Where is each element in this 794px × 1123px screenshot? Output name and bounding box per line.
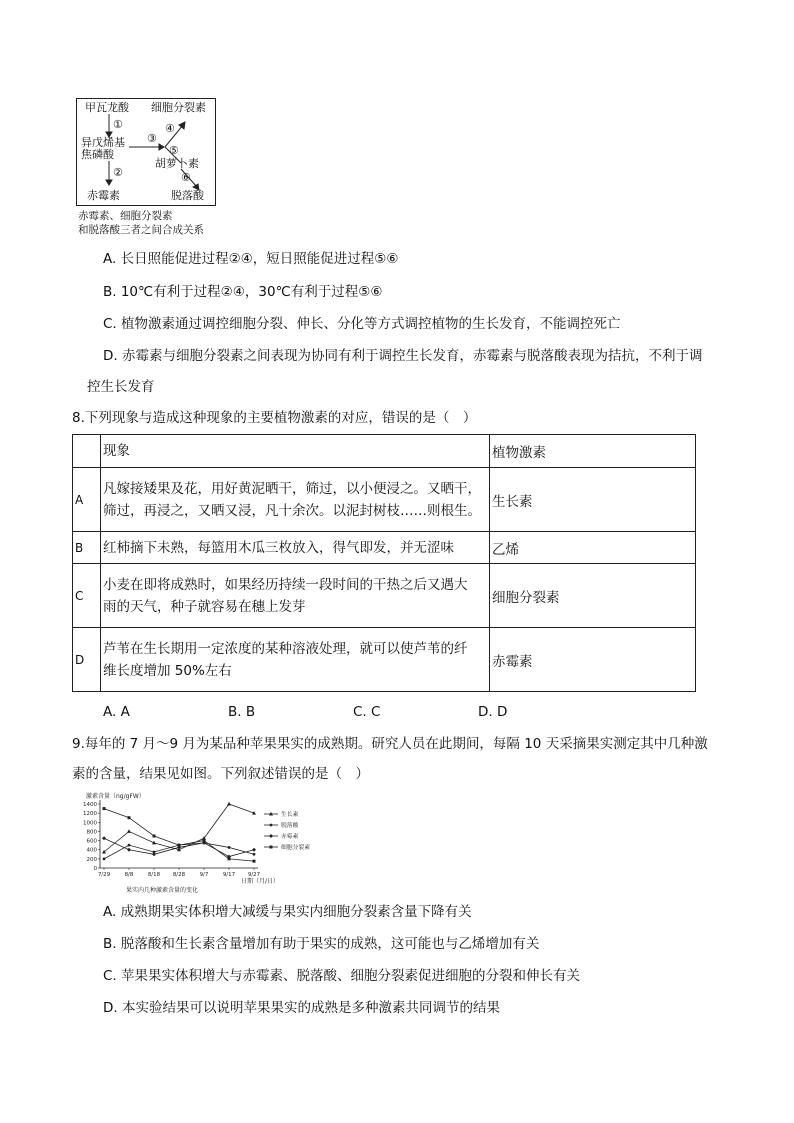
row-phenomenon: [101, 628, 490, 692]
legend-label: 脱落酸: [281, 823, 299, 829]
y-tick-label: 1000: [83, 820, 97, 827]
step-5-label: ⑤: [169, 144, 179, 157]
hormone-content-chart: [83, 788, 346, 898]
chart-y-axis-label: 激素含量（ng/gFW）: [86, 793, 145, 800]
y-tick-label: 200: [86, 856, 97, 863]
row-hormone: 生长素: [490, 468, 696, 532]
data-point: [203, 839, 206, 842]
hormone-synthesis-diagram: [76, 98, 216, 206]
q7-option-c: C. 植物激素通过调控细胞分裂、伸长、分化等方式调控植物的生长发育，不能调控死亡: [103, 316, 621, 332]
table-header-row: [73, 435, 696, 468]
phenomenon-line: 维长度增加 50%左右: [103, 662, 232, 679]
data-point: [153, 835, 156, 838]
data-point: [127, 848, 131, 852]
x-tick-label: 9/27: [247, 872, 261, 878]
q8-choice-c: C. C: [353, 704, 381, 720]
q9-option-c: C. 苹果果实体积增大与赤霉素、脱落酸、细胞分裂素促进细胞的分裂和伸长有关: [103, 968, 581, 984]
phenomenon-line: 芦苇在生长期用一定浓度的某种溶液处理，就可以使芦苇的纤: [103, 640, 468, 657]
y-tick-label: 600: [86, 838, 97, 845]
row-phenomenon: [101, 532, 490, 564]
phenomenon-line: 凡嫁接矮果及花，用好黄泥晒干，筛过，以小便浸之。又晒干，: [103, 480, 481, 497]
node-ipp: 异戊烯基: [81, 136, 125, 149]
data-point: [228, 846, 231, 849]
q7-option-a: A. 长日照能促进过程②④，短日照能促进过程⑤⑥: [103, 251, 399, 267]
x-tick-label: 7/29: [97, 872, 111, 878]
y-tick-label: 400: [86, 847, 97, 854]
step-6-label: ⑥: [181, 171, 191, 184]
q9-option-a: A. 成熟期果实体积增大减缓与果实内细胞分裂素含量下降有关: [103, 904, 472, 920]
phenomenon-line: 雨的天气，种子就容易在穗上发芽: [103, 598, 306, 615]
row-hormone: 细胞分裂素: [490, 564, 696, 628]
phenomenon-line: 筛过，再浸之，又晒又浸，凡十余次。以泥封树枝……则根生。: [103, 502, 481, 519]
data-point: [128, 816, 131, 819]
chart-caption: 果实内几种激素含量的变化: [126, 887, 199, 894]
table-row: [73, 628, 696, 692]
data-point: [128, 844, 131, 847]
step-1-label: ①: [113, 118, 123, 131]
q8-choice-d: D. D: [478, 704, 508, 720]
phenomenon-line: 小麦在即将成熟时，如果经历持续一段时间的干热之后又遇大: [103, 576, 468, 593]
step-3-label: ③: [147, 132, 157, 145]
q7-option-b: B. 10℃有利于过程②④，30℃有利于过程⑤⑥: [103, 284, 383, 300]
y-tick-label: 1400: [83, 802, 97, 808]
y-tick-label: 0: [93, 866, 97, 872]
step-4-label: ④: [165, 122, 175, 135]
node-ipp-2: 焦磷酸: [81, 148, 114, 161]
node-cytokinin: 细胞分裂素: [151, 101, 206, 114]
row-label: D: [73, 628, 101, 692]
table-header-cell: 植物激素: [490, 435, 696, 468]
data-point: [253, 853, 256, 856]
legend-label: 赤霉素: [281, 834, 299, 840]
chart-plot-area: [83, 800, 310, 878]
q9-option-b: B. 脱落酸和生长素含量增加有助于果实的成熟，这可能也与乙烯增加有关: [103, 936, 540, 952]
row-label: A: [73, 468, 101, 532]
legend-marker: [269, 834, 273, 838]
legend-marker: [270, 824, 273, 827]
x-tick-label: 9/7: [199, 872, 209, 878]
q8-choice-a: A. A: [103, 704, 130, 720]
x-tick-label: 8/28: [172, 872, 186, 878]
data-point: [227, 802, 231, 806]
q9-stem-line-2: 素的含量，结果见如图。下列叙述错误的是（ ）: [72, 766, 369, 782]
q8-choice-b: B. B: [228, 704, 256, 720]
data-point: [127, 829, 131, 833]
node-abscisic-acid: 脱落酸: [171, 189, 204, 202]
data-point: [252, 848, 256, 852]
data-point: [103, 807, 106, 810]
table-row: [73, 532, 696, 564]
row-label: C: [73, 564, 101, 628]
q8-stem: 8.下列现象与造成这种现象的主要植物激素的对应，错误的是（ ）: [72, 410, 477, 426]
x-tick-label: 8/18: [147, 872, 161, 878]
legend-label: 生长素: [281, 812, 299, 818]
node-mevalonic-acid: 甲瓦龙酸: [85, 101, 129, 114]
diagram-caption-line-2: 和脱落酸三者之间合成关系: [78, 224, 204, 236]
step-2-label: ②: [113, 166, 123, 179]
q7-option-d: D. 赤霉素与细胞分裂素之间表现为协同有利于调控生长发育，赤霉素与脱落酸表现为拮抗，不利于调: [103, 348, 703, 364]
chart-x-axis-label: 日期（月/日）: [241, 878, 280, 885]
row-phenomenon: [101, 564, 490, 628]
x-tick-label: 9/17: [222, 872, 236, 878]
data-point: [103, 857, 106, 860]
row-phenomenon: [101, 468, 490, 532]
row-label: B: [73, 532, 101, 564]
q9-option-d: D. 本实验结果可以说明苹果果实的成熟是多种激素共同调节的结果: [103, 1000, 500, 1016]
data-point: [178, 844, 181, 847]
phenomenon-line: 红柿摘下未熟，每篮用木瓜三枚放入，得气即发，并无涩味: [103, 539, 454, 556]
x-tick-label: 8/8: [124, 872, 134, 878]
row-hormone: 乙烯: [490, 532, 696, 564]
data-point: [253, 860, 256, 863]
table-row: [73, 468, 696, 532]
series-line: [104, 809, 254, 862]
legend-marker: [270, 846, 273, 849]
q9-stem-line-1: 9.每年的 7 月～9 月为某品种苹果果实的成熟期。研究人员在此期间，每隔 10 天采摘果实测定其中几种激: [72, 736, 708, 752]
q7-option-d-continued: 控生长发育: [87, 379, 155, 395]
node-carotene: 胡萝卜素: [155, 157, 199, 170]
y-tick-label: 1200: [83, 811, 97, 818]
legend-label: 细胞分裂素: [281, 845, 310, 851]
data-point: [228, 857, 231, 860]
table-header-cell: [73, 435, 101, 468]
data-point: [152, 852, 156, 856]
data-point: [102, 836, 106, 840]
diagram-caption-line-1: 赤霉素、细胞分裂素: [78, 210, 173, 222]
row-hormone: 赤霉素: [490, 628, 696, 692]
node-gibberellin: 赤霉素: [87, 189, 120, 202]
y-tick-label: 800: [86, 829, 97, 836]
table-row: [73, 564, 696, 628]
table-header-cell: 现象: [101, 435, 490, 468]
q8-table: [72, 434, 696, 692]
